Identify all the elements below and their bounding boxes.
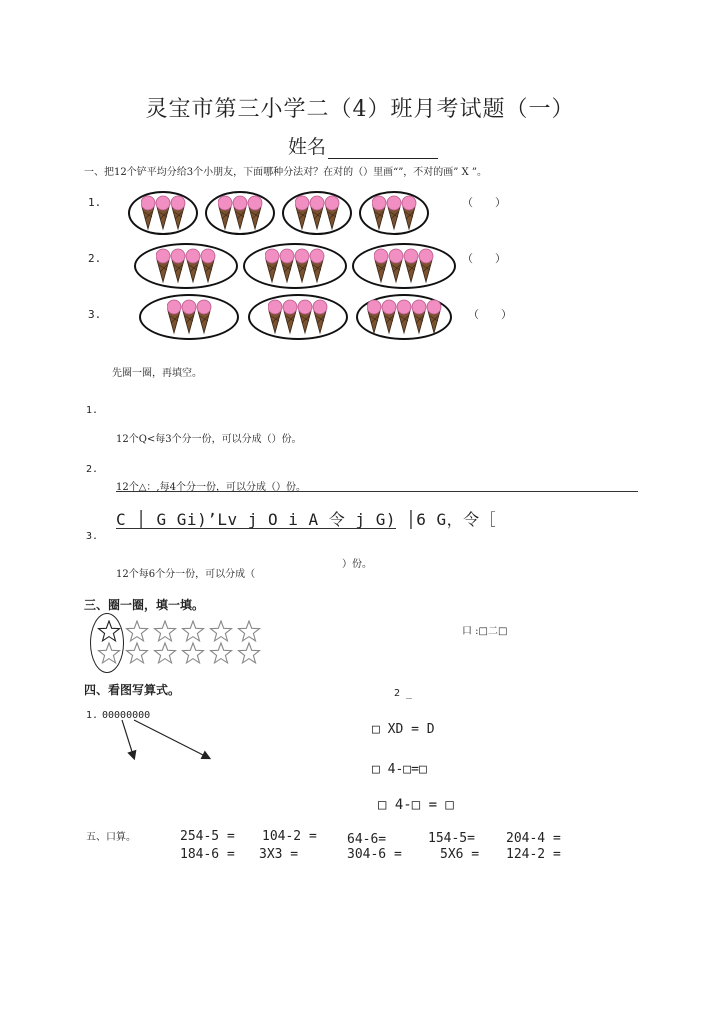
ice-cream-icon	[427, 300, 441, 333]
oral-r2-c1[interactable]: 184-6 =	[180, 847, 235, 862]
star-icon	[239, 643, 260, 663]
ice-cream-icon	[325, 196, 339, 229]
ice-cream-icon	[197, 300, 211, 333]
star-icon	[183, 643, 204, 663]
ice-cream-icon	[367, 300, 381, 333]
section1-instruction: 一、把12个铲平均分给3个小朋友，下面哪种分法对？在对的（）里画“”，不对的画” X ”。	[84, 167, 488, 178]
page-title: 灵宝市第三小学二（4）班月考试题（一）	[145, 97, 575, 122]
garbled-underline	[116, 528, 396, 529]
oral-r2-c4[interactable]: 5X6 =	[440, 847, 480, 862]
section2-q3-tail: ）份。	[342, 559, 372, 570]
equation-2[interactable]: □ 4-□=□	[372, 762, 427, 777]
ice-cream-icon	[402, 196, 416, 229]
row-number-1: 1.	[88, 196, 102, 209]
garbled-text: C │ G Gi)ʼLv j O i A 令 j G) │6 G，令［	[116, 510, 497, 529]
star-icon	[127, 643, 148, 663]
equation-3[interactable]: □ 4-□ = □	[378, 797, 454, 813]
ice-cream-group	[352, 243, 456, 289]
ice-cream-icon	[313, 300, 327, 333]
dots-row: 00000000	[102, 710, 151, 721]
ice-cream-icon	[265, 249, 279, 282]
ice-cream-icon	[295, 196, 309, 229]
ice-cream-icon	[382, 300, 396, 333]
ice-cream-icon	[268, 300, 282, 333]
section2-q2-number: 2.	[86, 464, 99, 475]
equation-1[interactable]: □ XD = D	[372, 722, 435, 737]
section2-q1-text: 12个Q<每3个分一份，可以分成（）份。	[116, 434, 302, 445]
section3-answer[interactable]: 口 :□二□	[462, 626, 508, 637]
oral-r2-c3[interactable]: 304-6 =	[347, 847, 402, 862]
row-number-3: 3.	[88, 308, 102, 321]
ice-cream-icon	[372, 196, 386, 229]
section2-q3-text: 12个每6个分一份，可以分成（	[116, 569, 256, 580]
ice-cream-icon	[419, 249, 433, 282]
ice-cream-group	[139, 294, 239, 340]
ice-cream-icon	[171, 249, 185, 282]
oral-r1-c2[interactable]: 104-2 =	[262, 829, 317, 844]
ice-cream-icon	[310, 249, 324, 282]
star-icon	[155, 621, 176, 641]
answer-paren-2[interactable]: （ ）	[462, 252, 506, 265]
ice-cream-icon	[182, 300, 196, 333]
section2-q2-text: 12个△：,每4个分一份，可以分成（）份。	[116, 482, 306, 493]
section3-heading: 三、圈一圈，填一填。	[84, 598, 205, 612]
star-icon	[99, 621, 120, 641]
oral-r1-c4[interactable]: 154-5=	[428, 831, 475, 846]
ice-cream-group	[359, 191, 429, 235]
ice-cream-group	[282, 191, 352, 235]
oral-r1-c5[interactable]: 204-4 =	[506, 831, 561, 846]
ice-cream-group	[205, 191, 275, 235]
arrow-right	[134, 720, 209, 758]
ice-cream-icon	[171, 196, 185, 229]
star-icon	[183, 621, 204, 641]
answer-paren-3[interactable]: （ ）	[468, 308, 512, 321]
star-icon	[127, 621, 148, 641]
ice-cream-icon	[167, 300, 181, 333]
divider-line	[116, 491, 638, 492]
oral-r2-c2[interactable]: 3X3 =	[259, 847, 299, 862]
star-icon	[211, 643, 232, 663]
ice-cream-group	[243, 243, 347, 289]
ice-cream-icon	[374, 249, 388, 282]
stars-grid	[96, 620, 276, 668]
arrow-left	[122, 720, 134, 758]
ice-cream-icon	[295, 249, 309, 282]
section5-heading: 五、口算。	[86, 832, 136, 843]
star-icon	[239, 621, 260, 641]
ice-cream-icon	[218, 196, 232, 229]
ice-cream-icon	[389, 249, 403, 282]
ice-cream-icon	[248, 196, 262, 229]
section4-small-mark: 2 _	[394, 688, 413, 699]
star-icon	[99, 643, 120, 663]
ice-cream-group	[128, 191, 198, 235]
oral-r1-c3[interactable]: 64-6=	[347, 832, 387, 847]
ice-cream-icon	[156, 249, 170, 282]
name-label: 姓名	[288, 136, 327, 158]
ice-cream-group	[248, 294, 348, 340]
section2-intro: 先圈一圈，再填空。	[112, 368, 202, 379]
section2-q3-number: 3.	[86, 531, 99, 542]
garbled-line	[116, 507, 496, 530]
name-blank[interactable]	[328, 140, 438, 159]
section4-q-number: 1.	[86, 710, 99, 721]
ice-cream-icon	[233, 196, 247, 229]
row-number-2: 2.	[88, 252, 102, 265]
ice-cream-icon	[283, 300, 297, 333]
arrows-diagram	[112, 718, 222, 766]
ice-cream-icon	[397, 300, 411, 333]
answer-paren-1[interactable]: （ ）	[462, 196, 506, 209]
ice-cream-group	[356, 294, 452, 340]
ice-cream-icon	[280, 249, 294, 282]
section4-heading: 四、看图写算式。	[84, 683, 181, 697]
section2-q1-number: 1.	[86, 405, 99, 416]
ice-cream-icon	[298, 300, 312, 333]
name-field	[288, 132, 438, 159]
ice-cream-group	[134, 243, 238, 289]
star-icon	[155, 643, 176, 663]
star-icon	[211, 621, 232, 641]
ice-cream-icon	[201, 249, 215, 282]
ice-cream-icon	[156, 196, 170, 229]
oral-r2-c5[interactable]: 124-2 =	[506, 847, 561, 862]
ice-cream-icon	[141, 196, 155, 229]
ice-cream-icon	[310, 196, 324, 229]
ice-cream-icon	[412, 300, 426, 333]
ice-cream-icon	[387, 196, 401, 229]
ice-cream-icon	[186, 249, 200, 282]
ice-cream-icon	[404, 249, 418, 282]
oral-r1-c1[interactable]: 254-5 =	[180, 829, 235, 844]
